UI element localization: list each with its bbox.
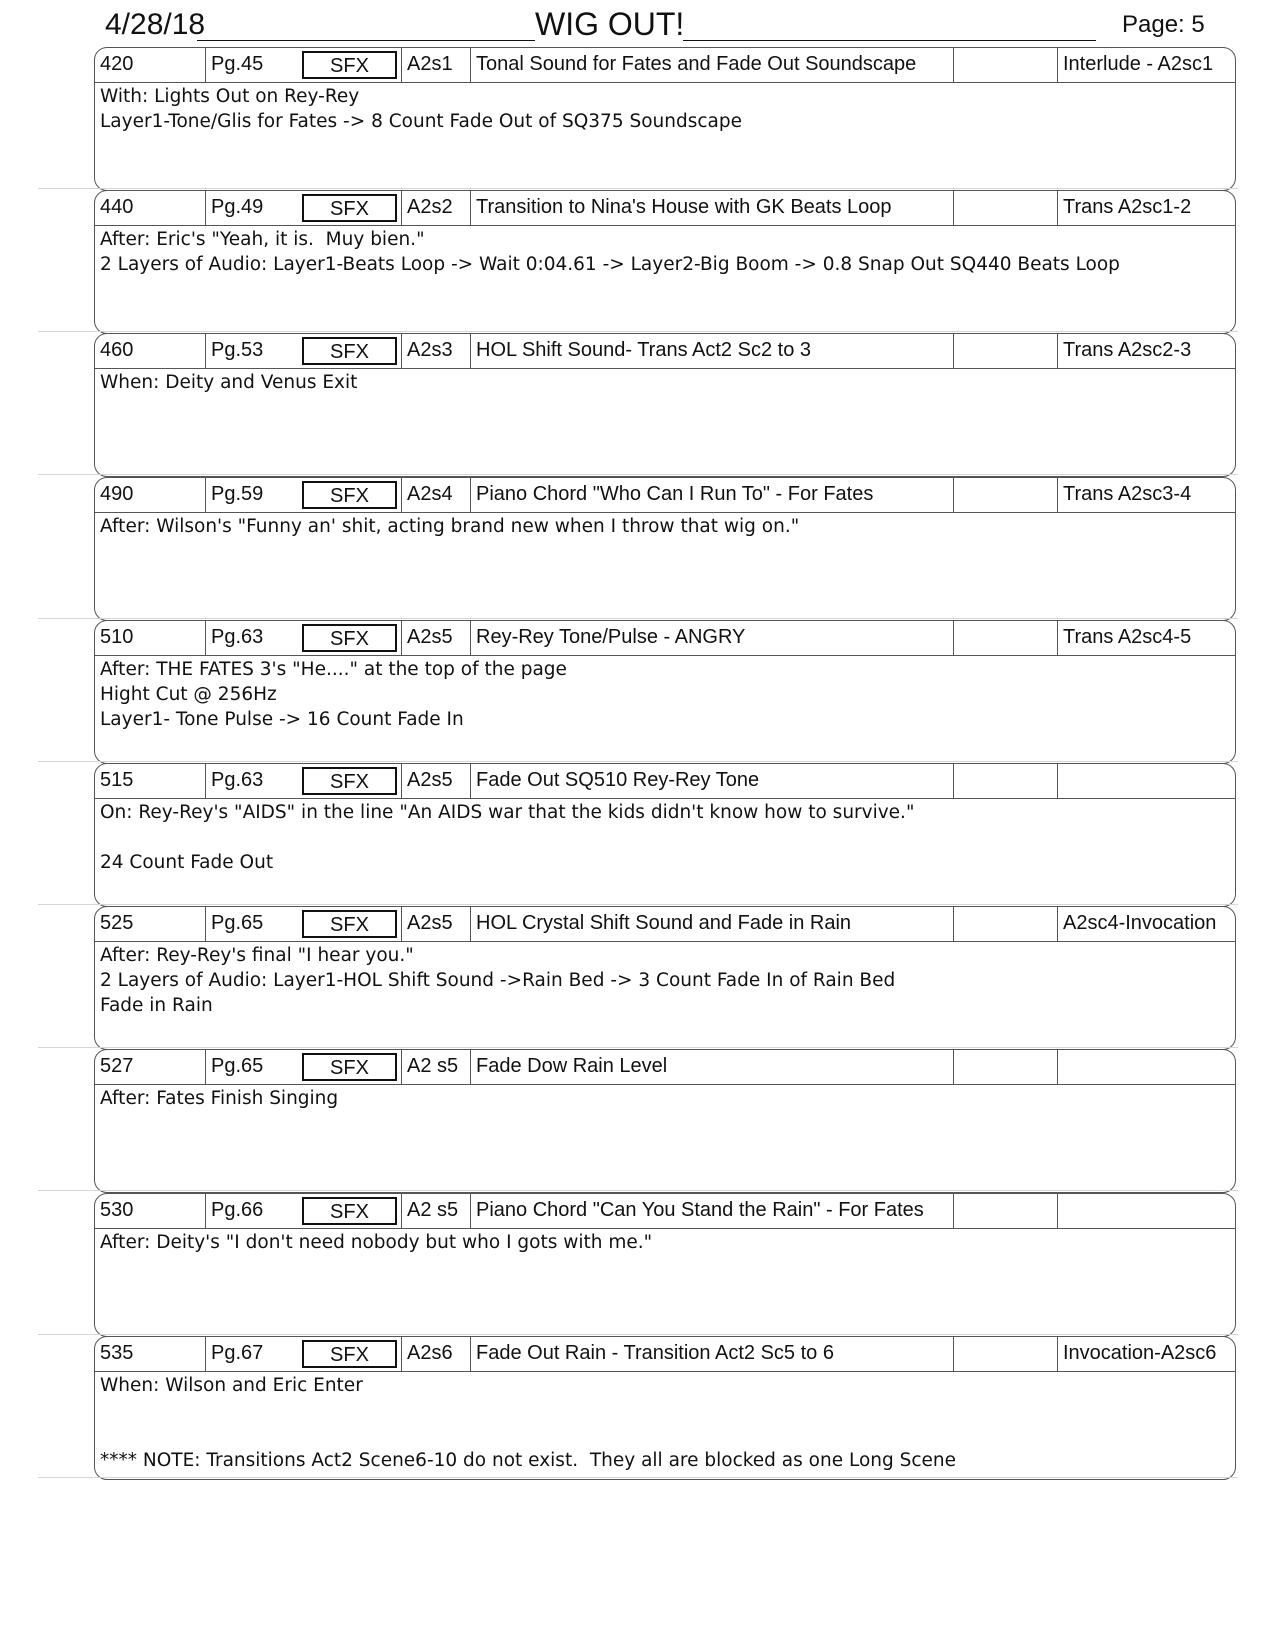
- cue-note-line: [100, 1136, 1230, 1161]
- cue-note-line: [100, 732, 1230, 757]
- cue-notes: [100, 370, 1230, 470]
- cue-note-line: [100, 1305, 1230, 1330]
- cue-description: Rey-Rey Tone/Pulse - ANGRY: [470, 621, 953, 655]
- cue-note-line: After: Deity's "I don't need nobody but who I gots with me.": [100, 1232, 653, 1253]
- cue-block: [94, 333, 1236, 477]
- cue-notes: [100, 1230, 1230, 1330]
- cue-blank-cell: [953, 621, 1057, 655]
- cue-block: [94, 477, 1236, 621]
- cue-scene: A2s1: [401, 48, 470, 82]
- cue-note-line: [100, 395, 1230, 420]
- cue-header-row: [95, 48, 1235, 83]
- cue-page-ref: Pg.59: [205, 478, 296, 512]
- cue-blank-cell: [953, 907, 1057, 941]
- header-date: 4/28/18: [105, 8, 206, 41]
- cue-block: [94, 1336, 1236, 1480]
- cue-page-ref: Pg.63: [205, 621, 296, 655]
- cue-note-line: With: Lights Out on Rey-Rey: [100, 86, 360, 107]
- cue-block: [94, 763, 1236, 907]
- cue-header-row: [95, 334, 1235, 369]
- cue-transition: A2sc4-Invocation: [1057, 907, 1236, 941]
- cue-type-badge: SFX: [302, 481, 397, 509]
- cue-description: Fade Out Rain - Transition Act2 Sc5 to 6: [470, 1337, 953, 1371]
- cue-blank-cell: [953, 1337, 1057, 1371]
- cue-note-line: After: Rey-Rey's final "I hear you.": [100, 945, 414, 966]
- cue-note-line: [100, 420, 1230, 445]
- cue-transition: Trans A2sc4-5: [1057, 621, 1236, 655]
- cue-block: [94, 906, 1236, 1050]
- cue-note-line: [100, 1423, 1230, 1448]
- cue-number: 440: [100, 196, 134, 218]
- page-header: [0, 0, 1275, 46]
- cue-type-badge: SFX: [302, 337, 397, 365]
- cue-note-line: After: THE FATES 3's "He...." at the top of the page: [100, 659, 567, 680]
- cue-notes: [100, 1373, 1230, 1473]
- header-page-number: Page: 5: [1122, 11, 1205, 38]
- cue-block: [94, 620, 1236, 764]
- cue-page-ref: Pg.65: [205, 1050, 296, 1084]
- cue-number: 420: [100, 53, 134, 75]
- cue-page-ref: Pg.49: [205, 191, 296, 225]
- cue-note-line: [100, 302, 1230, 327]
- cue-page-ref: Pg.63: [205, 764, 296, 798]
- cue-transition: Trans A2sc2-3: [1057, 334, 1236, 368]
- cue-blank-cell: [953, 191, 1057, 225]
- cue-header-row: [95, 764, 1235, 799]
- cue-note-line: [100, 1398, 1230, 1423]
- cue-page-ref: Pg.45: [205, 48, 296, 82]
- cue-type-badge: SFX: [302, 624, 397, 652]
- row-divider: [38, 1190, 1238, 1191]
- cue-blank-cell: [953, 334, 1057, 368]
- cue-description: Fade Out SQ510 Rey-Rey Tone: [470, 764, 953, 798]
- cue-page-ref: Pg.65: [205, 907, 296, 941]
- cue-number: 515: [100, 769, 134, 791]
- row-divider: [38, 761, 1238, 762]
- cue-scene: A2s2: [401, 191, 470, 225]
- cue-blank-cell: [953, 764, 1057, 798]
- cue-scene: A2s5: [401, 764, 470, 798]
- cue-scene: A2s4: [401, 478, 470, 512]
- cue-note-line: 2 Layers of Audio: Layer1-Beats Loop -> Wait 0:04.61 -> Layer2-Big Boom -> 0.8 Snap Out SQ440 Beats Loop: [100, 254, 1120, 275]
- cue-note-line: When: Wilson and Eric Enter: [100, 1375, 363, 1396]
- row-divider: [38, 474, 1238, 475]
- cue-description: Transition to Nina's House with GK Beats Loop: [470, 191, 953, 225]
- cue-header-row: [95, 191, 1235, 226]
- cue-note-line: When: Deity and Venus Exit: [100, 372, 358, 393]
- cue-note-line: On: Rey-Rey's "AIDS" in the line "An AIDS war that the kids didn't know how to survive.": [100, 802, 915, 823]
- cue-type-badge: SFX: [302, 1340, 397, 1368]
- cue-description: HOL Shift Sound- Trans Act2 Sc2 to 3: [470, 334, 953, 368]
- cue-block: [94, 47, 1236, 191]
- cue-scene: A2s3: [401, 334, 470, 368]
- cue-notes: [100, 800, 1230, 900]
- cue-page-ref: Pg.66: [205, 1194, 296, 1228]
- row-divider: [38, 1477, 1238, 1478]
- cue-transition: [1057, 764, 1236, 798]
- cue-note-line: [100, 539, 1230, 564]
- cue-number: 535: [100, 1342, 134, 1364]
- row-divider: [38, 1047, 1238, 1048]
- cue-note-line: Fade in Rain: [100, 995, 213, 1016]
- cue-notes: [100, 227, 1230, 327]
- cue-scene: A2s6: [401, 1337, 470, 1371]
- cue-note-line: After: Fates Finish Singing: [100, 1088, 339, 1109]
- cue-note-line: [100, 1161, 1230, 1186]
- cue-scene: A2 s5: [401, 1194, 470, 1228]
- cue-header-row: [95, 478, 1235, 513]
- cue-transition: [1057, 1050, 1236, 1084]
- cue-block: [94, 190, 1236, 334]
- cue-type-badge: SFX: [302, 194, 397, 222]
- cue-blank-cell: [953, 1194, 1057, 1228]
- cue-note-line: [100, 1255, 1230, 1280]
- cue-note-line: Layer1-Tone/Glis for Fates -> 8 Count Fade Out of SQ375 Soundscape: [100, 111, 742, 132]
- cue-type-badge: SFX: [302, 1197, 397, 1225]
- header-title: WIG OUT!: [535, 6, 685, 42]
- cue-header-row: [95, 621, 1235, 656]
- cue-transition: [1057, 1194, 1236, 1228]
- cue-number: 460: [100, 339, 134, 361]
- cue-note-line: [100, 134, 1230, 159]
- cue-transition: Trans A2sc3-4: [1057, 478, 1236, 512]
- cue-notes: [100, 1086, 1230, 1186]
- cue-note-line: [100, 159, 1230, 184]
- header-rule-right: [683, 40, 1096, 41]
- cue-note-line: [100, 589, 1230, 614]
- cue-note-line: [100, 1018, 1230, 1043]
- cue-type-badge: SFX: [302, 1053, 397, 1081]
- cue-notes: [100, 657, 1230, 757]
- cue-number: 525: [100, 912, 134, 934]
- cue-note-line: [100, 564, 1230, 589]
- cue-number: 527: [100, 1055, 134, 1077]
- cue-description: HOL Crystal Shift Sound and Fade in Rain: [470, 907, 953, 941]
- cue-header-row: [95, 1337, 1235, 1372]
- cue-number: 530: [100, 1199, 134, 1221]
- cue-blank-cell: [953, 1050, 1057, 1084]
- cue-notes: [100, 514, 1230, 614]
- cue-description: Piano Chord "Who Can I Run To" - For Fates: [470, 478, 953, 512]
- cue-description: Tonal Sound for Fates and Fade Out Soundscape: [470, 48, 953, 82]
- cue-block: [94, 1193, 1236, 1337]
- cue-header-row: [95, 1050, 1235, 1085]
- cue-page-ref: Pg.53: [205, 334, 296, 368]
- cue-description: Piano Chord "Can You Stand the Rain" - For Fates: [470, 1194, 953, 1228]
- cue-blank-cell: [953, 478, 1057, 512]
- cue-transition: Interlude - A2sc1: [1057, 48, 1236, 82]
- cue-note-line: **** NOTE: Transitions Act2 Scene6-10 do not exist. They all are blocked as one Long Scene: [100, 1450, 957, 1471]
- row-divider: [38, 331, 1238, 332]
- cue-note-line: 2 Layers of Audio: Layer1-HOL Shift Sound ->Rain Bed -> 3 Count Fade In of Rain Bed: [100, 970, 896, 991]
- cue-number: 490: [100, 483, 134, 505]
- cue-scene: A2s5: [401, 907, 470, 941]
- cue-scene: A2 s5: [401, 1050, 470, 1084]
- cue-note-line: 24 Count Fade Out: [100, 852, 274, 873]
- cue-block: [94, 1049, 1236, 1193]
- row-divider: [38, 188, 1238, 189]
- header-rule-left: [197, 40, 535, 41]
- cue-note-line: Layer1- Tone Pulse -> 16 Count Fade In: [100, 709, 464, 730]
- cue-note-line: After: Wilson's "Funny an' shit, acting brand new when I throw that wig on.": [100, 516, 800, 537]
- cue-type-badge: SFX: [302, 767, 397, 795]
- cue-note-line: After: Eric's "Yeah, it is. Muy bien.": [100, 229, 425, 250]
- cue-description: Fade Dow Rain Level: [470, 1050, 953, 1084]
- cue-notes: [100, 943, 1230, 1043]
- cue-scene: A2s5: [401, 621, 470, 655]
- row-divider: [38, 904, 1238, 905]
- cue-note-line: [100, 277, 1230, 302]
- cue-note-line: [100, 1280, 1230, 1305]
- cue-number: 510: [100, 626, 134, 648]
- cue-note-line: Hight Cut @ 256Hz: [100, 684, 277, 705]
- cue-note-line: [100, 875, 1230, 900]
- cue-page-ref: Pg.67: [205, 1337, 296, 1371]
- cue-transition: Invocation-A2sc6: [1057, 1337, 1236, 1371]
- cue-notes: [100, 84, 1230, 184]
- row-divider: [38, 1334, 1238, 1335]
- cue-type-badge: SFX: [302, 51, 397, 79]
- cue-transition: Trans A2sc1-2: [1057, 191, 1236, 225]
- cue-type-badge: SFX: [302, 910, 397, 938]
- cue-note-line: [100, 1111, 1230, 1136]
- cue-header-row: [95, 1194, 1235, 1229]
- cue-header-row: [95, 907, 1235, 942]
- cue-note-line: [100, 825, 1230, 850]
- cue-blank-cell: [953, 48, 1057, 82]
- row-divider: [38, 618, 1238, 619]
- cue-note-line: [100, 445, 1230, 470]
